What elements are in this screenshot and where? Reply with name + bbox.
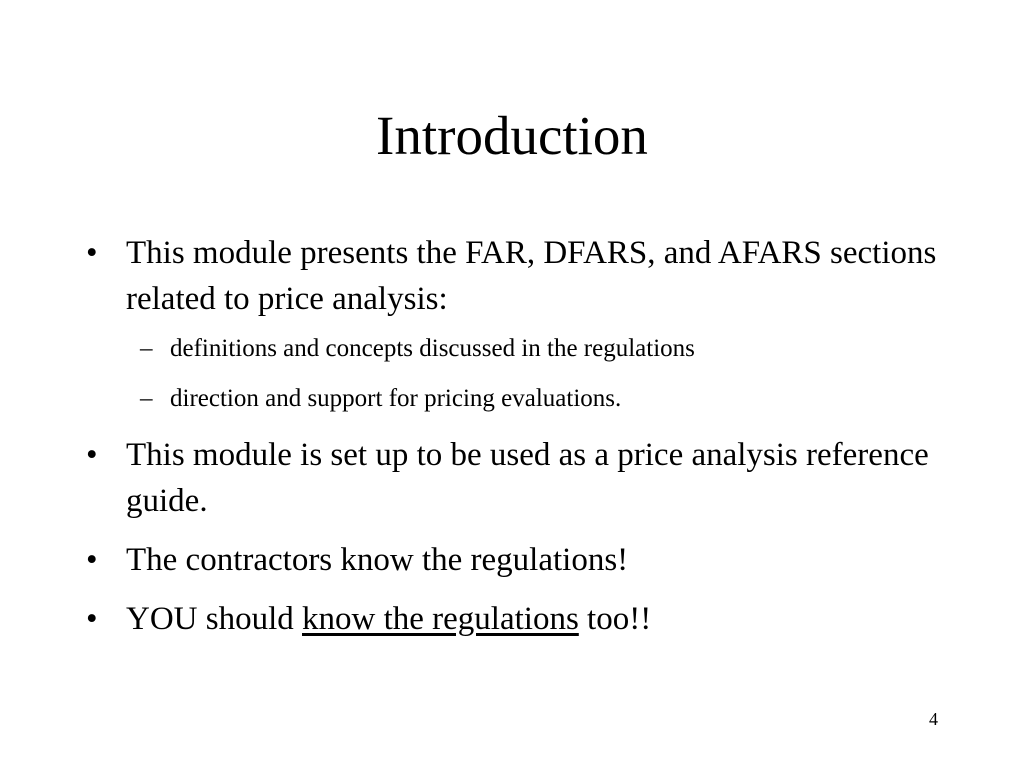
bullet-list xyxy=(84,230,964,655)
bullet-marker: • xyxy=(86,542,98,578)
bullet-text: This module is set up to be used as a price analysis reference guide. xyxy=(126,437,929,519)
sub-bullet-item xyxy=(84,332,964,366)
sub-bullet-text: definitions and concepts discussed in the regulations xyxy=(170,335,695,362)
underlined-emphasis: know the regulations xyxy=(302,601,579,637)
bullet-marker: • xyxy=(86,235,98,271)
bullet-marker: • xyxy=(86,437,98,473)
page-number: 4 xyxy=(929,709,938,729)
bullet-text: The contractors know the regulations! xyxy=(126,542,629,578)
bullet-text: This module presents the FAR, DFARS, and AFARS sections related to price analysis: xyxy=(126,235,937,317)
sub-bullet-marker: – xyxy=(140,335,153,362)
bullet-marker: • xyxy=(86,601,98,637)
bullet-item xyxy=(84,596,964,642)
sub-bullet-list xyxy=(84,332,964,416)
sub-bullet-text: direction and support for pricing evaluations. xyxy=(170,385,622,412)
bullet-item xyxy=(84,537,964,583)
slide-title: Introduction xyxy=(376,105,648,166)
sub-bullet-marker: – xyxy=(140,385,153,412)
bullet-item xyxy=(84,432,964,524)
bullet-text-after: too!! xyxy=(578,601,652,637)
bullet-text-before: YOU should xyxy=(126,601,303,637)
sub-bullet-item xyxy=(84,382,964,416)
bullet-item xyxy=(84,230,964,322)
